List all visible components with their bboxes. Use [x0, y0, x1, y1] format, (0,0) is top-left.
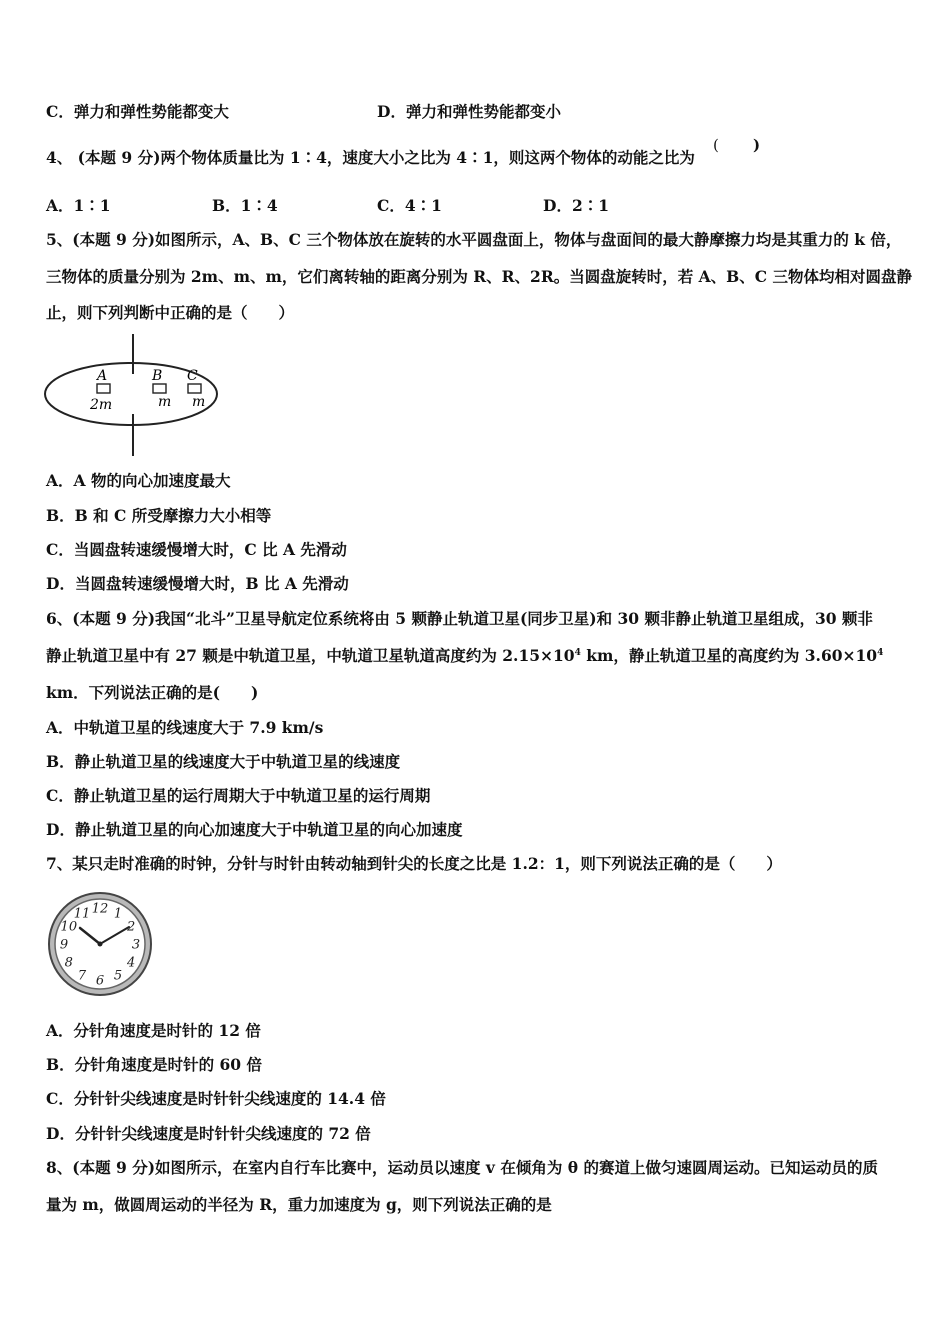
q7-option-a: A．分针角速度是时针的 12 倍	[46, 1021, 261, 1040]
q6-stem-line-3: km．下列说法正确的是( )	[46, 683, 259, 702]
q6-line2-part-a: 静止轨道卫星中有 27 颗是中轨道卫星，中轨道卫星轨道高度约为 2.15×10	[46, 646, 575, 665]
q5-stem-line-1: 5、(本题 9 分)如图所示，A、B、C 三个物体放在旋转的水平圆盘面上，物体与盘面间的最大静摩擦力均是其重力的 k 倍，	[46, 230, 902, 249]
q4-stem: 4、 (本题 9 分)两个物体质量比为 1∶4，速度大小之比为 4∶1，则这两个物体的动能之比为	[46, 148, 695, 167]
q8-stem-line-2: 量为 m，做圆周运动的半径为 R，重力加速度为 g，则下列说法正确的是	[46, 1195, 552, 1214]
rotating-disk-figure	[42, 334, 222, 456]
object-a-block	[97, 384, 110, 393]
q6-stem-line-1: 6、(本题 9 分)我国“北斗”卫星导航定位系统将由 5 颗静止轨道卫星(同步卫星)和 30 颗非静止轨道卫星组成，30 颗非	[46, 609, 873, 628]
q4-paren-close: )	[753, 136, 761, 154]
q5-stem-line-3: 止，则下列判断中正确的是（ ）	[46, 303, 295, 322]
q6-exponent-1: 4	[574, 647, 581, 658]
q4-paren-open: (	[713, 136, 719, 154]
clock-numeral: 5	[113, 968, 123, 984]
clock-numeral: 2	[127, 919, 136, 935]
q3-option-c: C．弹力和弹性势能都变大	[46, 102, 229, 121]
q5-option-d: D．当圆盘转速缓慢增大时，B 比 A 先滑动	[46, 574, 349, 593]
clock-numeral: 8	[64, 955, 73, 971]
clock-numeral: 9	[59, 937, 69, 953]
clock-numeral: 12	[91, 901, 109, 917]
label-c: C	[187, 368, 198, 384]
q7-option-d: D．分针针尖线速度是时针针尖线速度的 72 倍	[46, 1124, 371, 1143]
q7-stem: 7、某只走时准确的时钟，分针与时针由转动轴到针尖的长度之比是 1.2：1，则下列说法正确的是（ ）	[46, 854, 782, 873]
mass-b: m	[158, 394, 172, 410]
q6-option-d: D．静止轨道卫星的向心加速度大于中轨道卫星的向心加速度	[46, 820, 463, 839]
q7-option-c: C．分针针尖线速度是时针针尖线速度的 14.4 倍	[46, 1089, 386, 1108]
clock-numeral: 1	[113, 906, 123, 922]
q5-option-c: C．当圆盘转速缓慢增大时，C 比 A 先滑动	[46, 540, 347, 559]
q4-option-d: D．2∶1	[543, 196, 610, 215]
q6-line2-part-b: km，静止轨道卫星的高度约为 3.60×10	[580, 646, 878, 665]
q6-option-a: A．中轨道卫星的线速度大于 7.9 km/s	[46, 718, 324, 737]
q5-stem-line-2: 三物体的质量分别为 2m、m、m，它们离转轴的距离分别为 R、R、2R。当圆盘旋转时，若 A、B、C 三物体均相对圆盘静	[46, 267, 912, 286]
q5-option-a: A．A 物的向心加速度最大	[46, 471, 231, 490]
clock-figure	[46, 890, 154, 998]
label-b: B	[152, 368, 163, 384]
clock-numeral: 10	[60, 919, 78, 935]
q6-option-c: C．静止轨道卫星的运行周期大于中轨道卫星的运行周期	[46, 786, 431, 805]
q7-option-b: B．分针角速度是时针的 60 倍	[46, 1055, 262, 1074]
q4-answer-bracket	[713, 136, 760, 154]
clock-numeral: 6	[95, 973, 105, 989]
q8-stem-line-1: 8、(本题 9 分)如图所示，在室内自行车比赛中，运动员以速度 v 在倾角为 θ 的赛道上做匀速圆周运动。已知运动员的质	[46, 1158, 878, 1177]
q4-option-b: B．1∶4	[212, 196, 278, 215]
q4-option-a: A．1∶1	[46, 196, 111, 215]
label-a: A	[97, 368, 108, 384]
mass-a: 2m	[90, 397, 113, 413]
clock-numeral: 7	[77, 968, 87, 984]
q6-stem-line-2	[46, 646, 883, 666]
q6-exponent-2: 4	[877, 647, 884, 658]
clock-numeral: 11	[73, 906, 91, 922]
clock-numeral: 3	[131, 937, 141, 953]
q5-option-b: B．B 和 C 所受摩擦力大小相等	[46, 506, 272, 525]
clock-numeral: 4	[127, 955, 136, 971]
mass-c: m	[192, 394, 206, 410]
q3-option-d: D．弹力和弹性势能都变小	[377, 102, 561, 121]
object-b-block	[153, 384, 166, 393]
object-c-block	[188, 384, 201, 393]
q4-option-c: C．4∶1	[377, 196, 442, 215]
q6-option-b: B．静止轨道卫星的线速度大于中轨道卫星的线速度	[46, 752, 401, 771]
